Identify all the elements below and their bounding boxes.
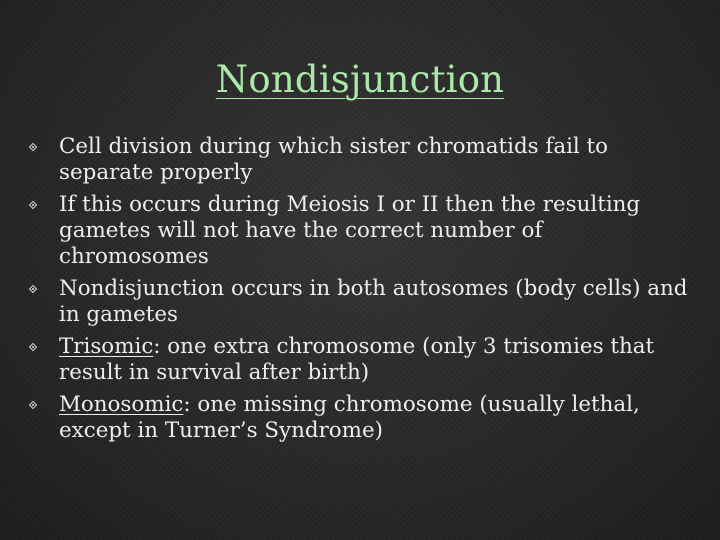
bullet-term-trisomic: Trisomic: [59, 334, 154, 359]
bullet-item: [26, 192, 698, 270]
slide-title: [0, 58, 720, 101]
bullet-item: [26, 276, 698, 328]
bullet-text: : one missing chromosome (usually lethal, except in Turner’s Syndrome): [59, 392, 640, 443]
bullet-text: : one extra chromosome (only 3 trisomies that result in survival after birth): [59, 334, 655, 385]
bullet-item: [26, 392, 698, 444]
diamond-bullet-icon: [29, 343, 37, 351]
bullet-text: Cell division during which sister chromatids fail to separate properly: [59, 134, 609, 185]
diamond-bullet-icon: [29, 401, 37, 409]
diamond-bullet-icon: [29, 285, 37, 293]
bullet-item: [26, 334, 698, 386]
diamond-bullet-icon: [29, 143, 37, 151]
bullet-text: If this occurs during Meiosis I or II then the resulting gametes will not have the correct number of chromosomes: [59, 192, 641, 269]
bullet-text: Nondisjunction occurs in both autosomes (body cells) and in gametes: [59, 276, 688, 327]
bullet-list: [26, 134, 698, 450]
slide-title-text: Nondisjunction: [215, 58, 505, 101]
bullet-term-monosomic: Monosomic: [59, 392, 184, 417]
bullet-item: [26, 134, 698, 186]
diamond-bullet-icon: [29, 201, 37, 209]
